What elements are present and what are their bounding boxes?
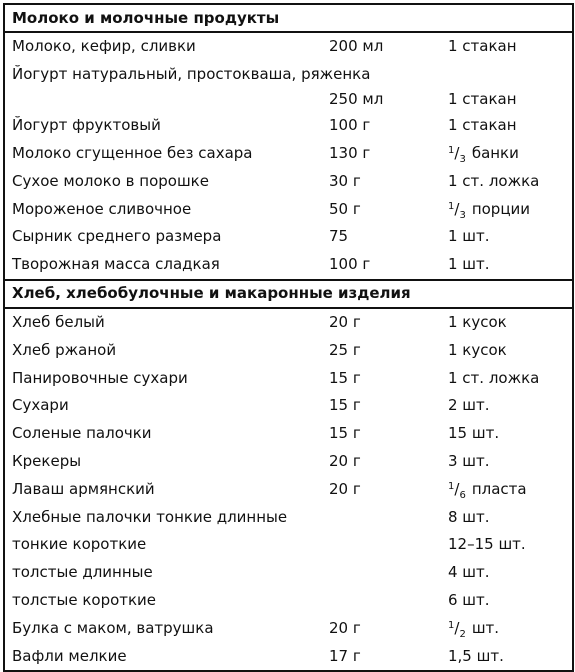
measure-unit: шт. xyxy=(471,618,500,637)
table-row xyxy=(4,32,573,61)
product-amount: 100 г xyxy=(329,116,371,135)
product-measure: 15 шт. xyxy=(448,424,500,443)
fraction: $^1/_3$ xyxy=(448,143,466,165)
product-name: Хлебные палочки тонкие длинные xyxy=(12,507,288,526)
product-name: Панировочные сухари xyxy=(12,368,188,387)
product-name: Йогурт натуральный, простокваша, ряженка xyxy=(12,64,371,83)
table-row xyxy=(4,140,573,168)
product-measure: 1,5 шт. xyxy=(448,646,504,665)
product-measure: 1 стакан xyxy=(448,116,517,135)
product-amount: 100 г xyxy=(329,255,371,274)
product-name: Хлеб ржаной xyxy=(12,340,117,359)
product-measure: 1 стакан xyxy=(448,37,517,56)
product-name: Соленые палочки xyxy=(12,424,152,443)
product-name: Йогурт фруктовый xyxy=(12,116,161,135)
product-measure xyxy=(441,195,573,223)
product-amount: 15 г xyxy=(329,368,361,387)
product-amount xyxy=(322,559,441,587)
product-measure: 2 шт. xyxy=(448,396,490,415)
product-measure: 4 шт. xyxy=(448,563,490,582)
section-title: Хлеб, хлебобулочные и макаронные изделия xyxy=(4,280,573,308)
fraction: $^1/_2$ xyxy=(448,618,466,640)
table-row xyxy=(4,336,573,364)
product-amount: 25 г xyxy=(329,340,361,359)
table-row xyxy=(4,503,573,531)
measure-unit: порции xyxy=(471,199,531,218)
product-measure: 6 шт. xyxy=(448,590,490,609)
product-amount xyxy=(322,503,441,531)
table-row xyxy=(4,587,573,615)
product-name: толстые короткие xyxy=(12,590,157,609)
table-row xyxy=(4,195,573,223)
section-title: Молоко и молочные продукты xyxy=(4,4,573,32)
table-row xyxy=(4,167,573,195)
table-row xyxy=(4,614,573,642)
product-amount: 20 г xyxy=(329,479,361,498)
table-row xyxy=(4,448,573,476)
product-name: Булка с маком, ватрушка xyxy=(12,618,214,637)
product-name: Творожная масса сладкая xyxy=(12,255,220,274)
table-row xyxy=(4,364,573,392)
table-row xyxy=(4,420,573,448)
food-exchange-table xyxy=(3,3,574,672)
section-header-bread xyxy=(4,280,573,308)
product-measure: 8 шт. xyxy=(448,507,490,526)
fraction: $^1/_3$ xyxy=(448,199,466,221)
product-amount xyxy=(322,531,441,559)
fraction: $^1/_6$ xyxy=(448,479,466,501)
fraction-numerator: 1 xyxy=(448,480,455,492)
product-measure: 3 шт. xyxy=(448,451,490,470)
product-amount: 200 мл xyxy=(329,37,384,56)
fraction-denominator: 2 xyxy=(459,628,466,640)
table-row xyxy=(4,475,573,503)
measure-unit: банки xyxy=(471,143,519,162)
fraction-denominator: 3 xyxy=(459,209,466,221)
product-measure: 1 ст. ложка xyxy=(448,368,540,387)
product-amount: 15 г xyxy=(329,396,361,415)
product-amount: 20 г xyxy=(329,451,361,470)
product-amount: 250 мл xyxy=(329,89,384,108)
product-amount: 30 г xyxy=(329,171,361,190)
product-measure: 1 кусок xyxy=(448,340,507,359)
fraction-numerator: 1 xyxy=(448,200,455,212)
product-name: Сухое молоко в порошке xyxy=(12,171,209,190)
fraction-denominator: 6 xyxy=(459,489,466,501)
product-measure: 1 кусок xyxy=(448,312,507,331)
product-amount: 50 г xyxy=(329,199,361,218)
table-row xyxy=(4,223,573,251)
table-row xyxy=(4,112,573,140)
product-measure: 1 ст. ложка xyxy=(448,171,540,190)
product-amount: 20 г xyxy=(329,618,361,637)
product-amount: 17 г xyxy=(329,646,361,665)
product-amount: 15 г xyxy=(329,424,361,443)
table-row xyxy=(4,559,573,587)
table-row xyxy=(4,642,573,671)
table-row xyxy=(4,392,573,420)
product-measure xyxy=(441,614,573,642)
product-amount: 130 г xyxy=(329,143,371,162)
product-name: Вафли мелкие xyxy=(12,646,127,665)
product-name: Сырник среднего размера xyxy=(12,227,222,246)
product-name: Молоко сгущенное без сахара xyxy=(12,143,253,162)
product-measure: 12–15 шт. xyxy=(448,535,526,554)
product-name: Молоко, кефир, сливки xyxy=(12,37,196,56)
product-name: тонкие короткие xyxy=(12,535,147,554)
fraction-numerator: 1 xyxy=(448,619,455,631)
fraction-denominator: 3 xyxy=(459,153,466,165)
product-name: Лаваш армянский xyxy=(12,479,155,498)
product-amount: 75 xyxy=(329,227,349,246)
product-measure: 1 шт. xyxy=(448,255,490,274)
product-name: Мороженое сливочное xyxy=(12,199,192,218)
product-name: Хлеб белый xyxy=(12,312,105,331)
product-name: Крекеры xyxy=(12,451,82,470)
product-measure: 1 шт. xyxy=(448,227,490,246)
table-row xyxy=(4,308,573,337)
product-measure xyxy=(441,475,573,503)
product-amount: 20 г xyxy=(329,312,361,331)
section-header-dairy xyxy=(4,4,573,32)
product-name: толстые длинные xyxy=(12,563,153,582)
table-row xyxy=(4,251,573,280)
table-row xyxy=(4,531,573,559)
product-amount xyxy=(322,587,441,615)
table-row xyxy=(4,61,573,112)
measure-unit: пласта xyxy=(471,479,527,498)
product-name: Сухари xyxy=(12,396,69,415)
product-measure xyxy=(441,140,573,168)
product-measure: 1 стакан xyxy=(448,89,517,108)
fraction-numerator: 1 xyxy=(448,144,455,156)
